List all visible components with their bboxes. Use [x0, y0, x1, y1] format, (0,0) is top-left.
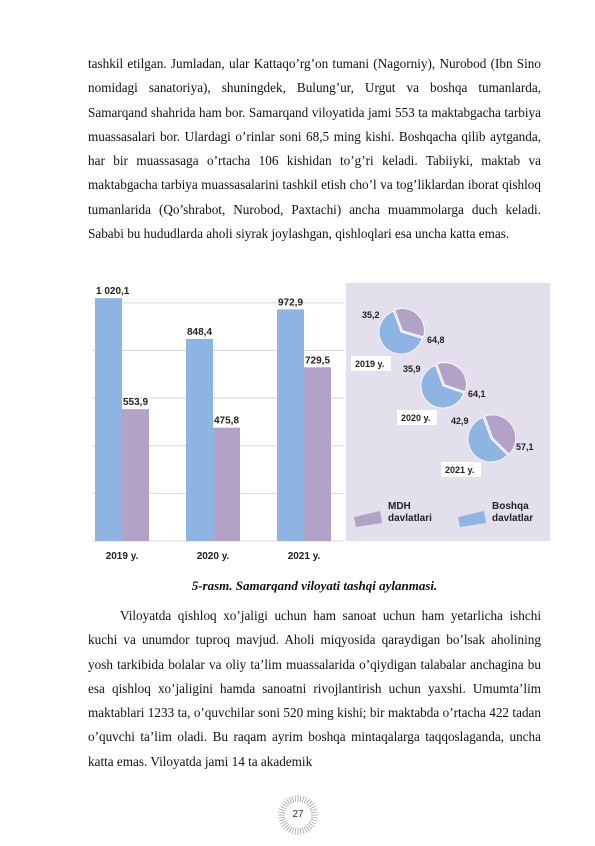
pie-year-label: 2019 y. [355, 359, 385, 369]
pie-label: 35,9 [403, 364, 421, 374]
bar [277, 309, 304, 541]
bar [213, 428, 240, 541]
pie-year-label: 2021 y. [445, 465, 475, 475]
pie-label: 57,1 [516, 442, 534, 452]
figure-caption: 5-rasm. Samarqand viloyati tashqi aylanmasi. [191, 578, 438, 593]
pie-year-label: 2020 y. [401, 413, 431, 423]
bar-chart-category-labels [106, 551, 321, 562]
bar-data-label: 553,9 [123, 397, 149, 409]
bar-data-label: 1 020,1 [96, 286, 130, 298]
category-label: 2021 y. [287, 551, 321, 562]
bar [304, 367, 331, 541]
body-paragraph: tashkil etilgan. Jumladan, ular Kattaqo’rg’on tumani (Nagorniy), Nurobod (Ibn Sino nomidagi sanatoriya), shuningdek, Bulung’ur, Urgut va boshqa tumanlarda, Samarqand shahrida ham bor. Samarqand viloyatida jami 553 ta maktabgacha tarbiya muassasalari bor. Ulardagi o’rinlar soni 68,5 ming kishi. Boshqacha qilib aytganda, har bir muassasaga o’rtacha 106 kishidan to’g’ri keladi. Tabiiyki, maktab va maktabgacha tarbiya muassasalarini tashkil etish cho’l va tog’liklardan iborat qishloq tumanlarida (Qo’shrabot, Nurobod, Paxtachi) ancha muammolarga duch keladi. Sababi bu hududlarda aholi siyrak joylashgan, qishloqlari esa uncha katta emas. [88, 56, 541, 242]
bar [186, 339, 213, 541]
bar [95, 298, 122, 541]
bar-data-label: 475,8 [214, 415, 240, 427]
pie-label: 35,2 [362, 310, 380, 320]
pie-label: 64,8 [427, 335, 445, 345]
page-number: 27 [292, 809, 304, 820]
category-label: 2020 y. [196, 551, 230, 562]
bar-data-label: 729,5 [305, 355, 331, 367]
category-label: 2019 y. [105, 551, 139, 562]
pie-label: 64,1 [468, 389, 486, 399]
bar [122, 409, 149, 541]
legend-label: Boshqa davlatlar [492, 501, 534, 524]
pie-label: 42,9 [451, 416, 469, 426]
trade-turnover-figure [88, 283, 550, 568]
bar-data-label: 848,4 [187, 327, 213, 338]
body-paragraph-2: Viloyatda qishloq xo’jaligi uchun ham sanoat uchun ham yetarlicha ishchi kuchi va unumdor tuproq mavjud. Aholi miqyosida qaraydigan bo’lsak aholining yosh tarkibida bolalar va oliy ta’lim muassalarida o’qiydigan talabalar anchagina bu esa qishloq xo’jaligini hamda sanoatni rivojlantirish uchun yaxshi. Umumta’lim maktablari 1233 ta, o’quvchilar soni 520 ming kishi; bir maktabda o’rtacha 422 tadan o’quvchi ta’lim oladi. Bu raqam ayrim boshqa mintaqalarga taqqoslaganda, uncha katta emas. Viloyatda jami 14 ta akademik [88, 608, 541, 769]
page-number-badge [275, 795, 321, 841]
bar-data-label: 972,9 [278, 297, 304, 309]
legend-label: MDH davlatlari [388, 501, 432, 524]
